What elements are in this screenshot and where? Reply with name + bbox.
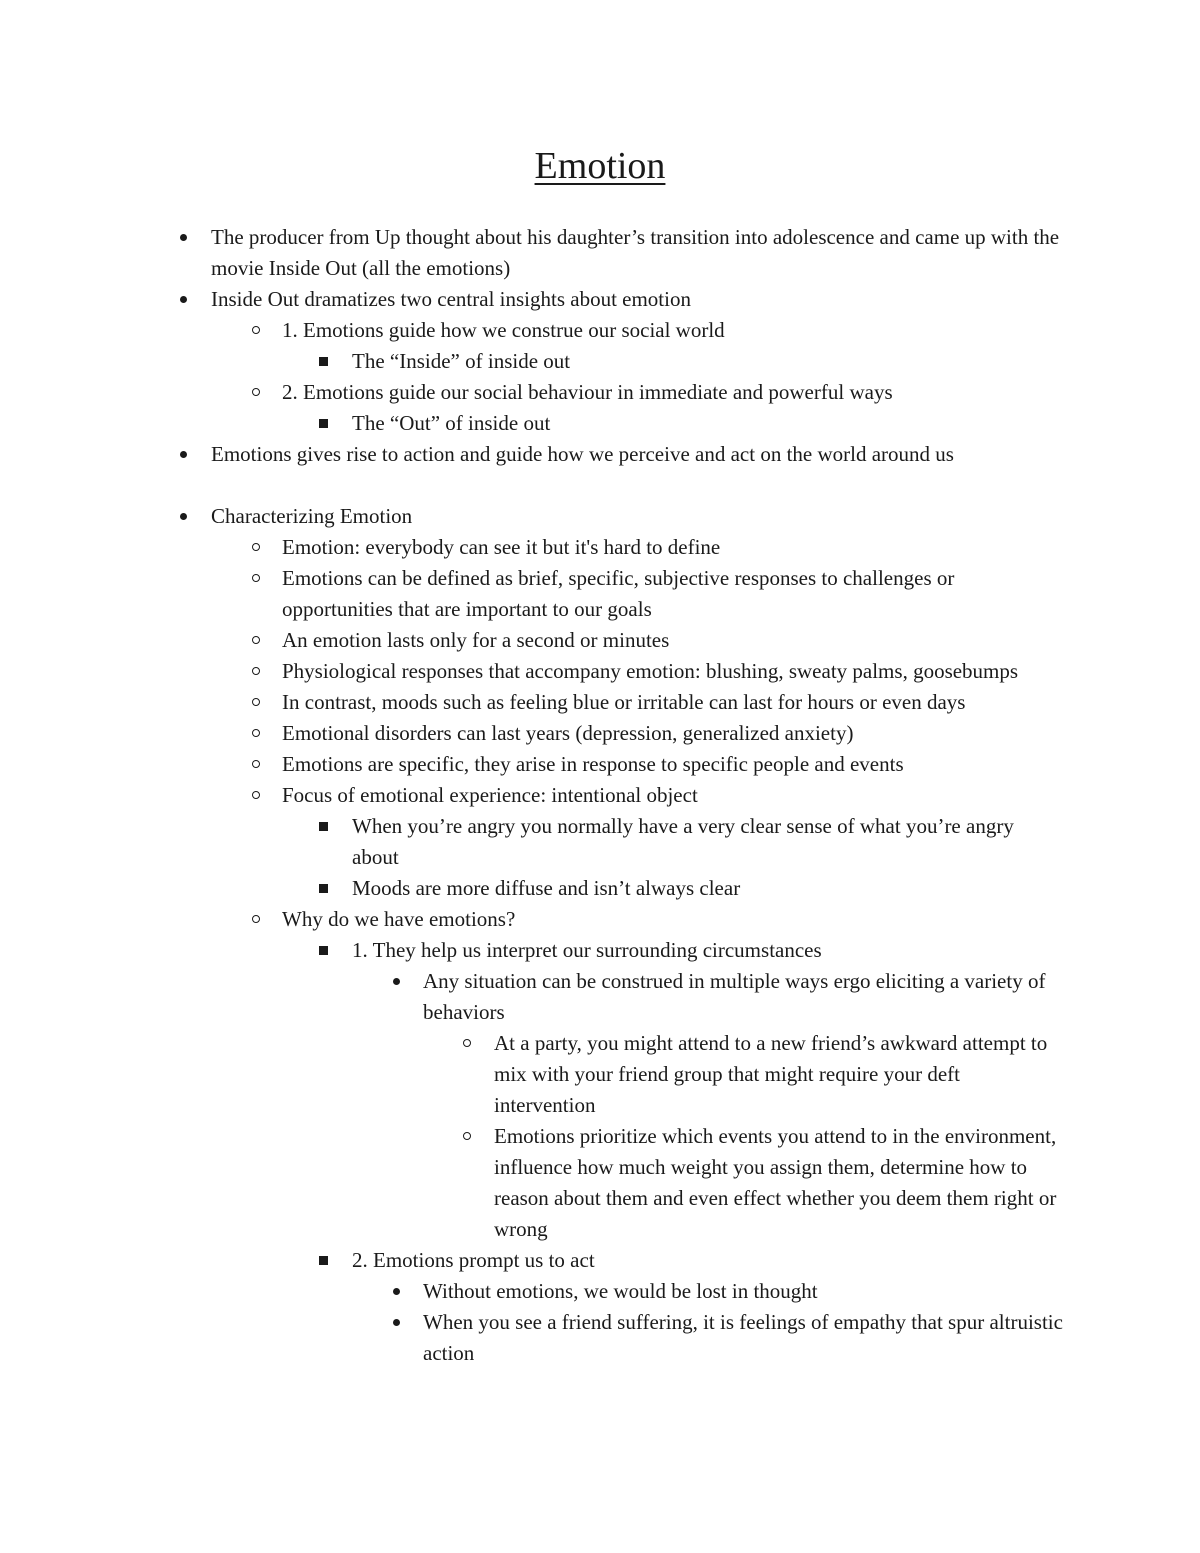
- blank-line: [0, 470, 1200, 501]
- bullet-disc-icon: [390, 1307, 404, 1338]
- list-item-text: When you see a friend suffering, it is feelings of empathy that spur altruistic action: [423, 1310, 1063, 1365]
- list-item-text: Emotions gives rise to action and guide how we perceive and act on the world around us: [211, 442, 954, 466]
- bullet-circle-icon: [250, 904, 264, 935]
- list-item: [0, 408, 1062, 439]
- list-item-text: Emotions are specific, they arise in response to specific people and events: [282, 752, 904, 776]
- list-item: [0, 284, 1061, 315]
- list-item-text: Any situation can be construed in multiple ways ergo eliciting a variety of behaviors: [423, 969, 1046, 1024]
- bullet-square-icon: [316, 935, 330, 966]
- list-item-text: In contrast, moods such as feeling blue or irritable can last for hours or even days: [282, 690, 966, 714]
- list-item: [0, 1276, 1063, 1307]
- list-item-text: Emotion: everybody can see it but it's hard to define: [282, 535, 721, 559]
- list-item-text: 1. Emotions guide how we construe our social world: [282, 318, 725, 342]
- list-item-text: Emotional disorders can last years (depression, generalized anxiety): [282, 721, 854, 745]
- list-item-text: Characterizing Emotion: [211, 504, 413, 528]
- bullet-disc-icon: [177, 222, 191, 253]
- list-item: [0, 501, 1061, 532]
- bullet-disc-icon: [177, 284, 191, 315]
- list-item-text: Inside Out dramatizes two central insights about emotion: [211, 287, 691, 311]
- list-item: [0, 346, 1062, 377]
- bullet-circle-icon: [250, 532, 264, 563]
- list-item-text: Emotions prioritize which events you attend to in the environment, influence how much weight you assign them, determine how to reason about them and even effect whether you deem them right or wrong: [494, 1124, 1057, 1241]
- list-item-text: Physiological responses that accompany emotion: blushing, sweaty palms, goosebumps: [282, 659, 1019, 683]
- bullet-circle-icon: [250, 625, 264, 656]
- bullet-circle-icon: [461, 1028, 475, 1059]
- list-item: [0, 935, 1062, 966]
- notes-list: [0, 222, 1200, 1369]
- list-item: [0, 656, 1062, 687]
- list-item-text: The producer from Up thought about his daughter’s transition into adolescence and came up with the movie Inside Out (all the emotions): [211, 225, 1060, 280]
- list-item-text: The “Out” of inside out: [352, 411, 551, 435]
- bullet-square-icon: [316, 1245, 330, 1276]
- list-item-text: 2. Emotions guide our social behaviour in immediate and powerful ways: [282, 380, 893, 404]
- list-item: [0, 1028, 1064, 1121]
- list-item: [0, 873, 1062, 904]
- bullet-square-icon: [316, 408, 330, 439]
- bullet-disc-icon: [390, 1276, 404, 1307]
- list-item: [0, 1245, 1062, 1276]
- bullet-circle-icon: [461, 1121, 475, 1152]
- bullet-circle-icon: [250, 718, 264, 749]
- list-item-text: The “Inside” of inside out: [352, 349, 571, 373]
- bullet-circle-icon: [250, 315, 264, 346]
- bullet-circle-icon: [250, 687, 264, 718]
- list-item: [0, 904, 1062, 935]
- list-item: [0, 532, 1062, 563]
- list-item: [0, 1307, 1063, 1369]
- list-item: [0, 749, 1062, 780]
- list-item-text: Focus of emotional experience: intentional object: [282, 783, 698, 807]
- bullet-disc-icon: [390, 966, 404, 997]
- bullet-circle-icon: [250, 563, 264, 594]
- bullet-square-icon: [316, 811, 330, 842]
- bullet-circle-icon: [250, 749, 264, 780]
- list-item-text: When you’re angry you normally have a very clear sense of what you’re angry about: [352, 814, 1014, 869]
- list-item: [0, 222, 1061, 284]
- bullet-circle-icon: [250, 780, 264, 811]
- list-item-text: Why do we have emotions?: [282, 907, 516, 931]
- list-item: [0, 1121, 1064, 1245]
- bullet-square-icon: [316, 873, 330, 904]
- list-item-text: Without emotions, we would be lost in thought: [423, 1279, 818, 1303]
- list-item-text: 1. They help us interpret our surrounding circumstances: [352, 938, 822, 962]
- list-item: [0, 966, 1063, 1028]
- list-item: [0, 315, 1062, 346]
- list-item: [0, 625, 1062, 656]
- page-title: Emotion: [534, 145, 666, 187]
- list-item: [0, 377, 1062, 408]
- bullet-disc-icon: [177, 439, 191, 470]
- bullet-square-icon: [316, 346, 330, 377]
- bullet-disc-icon: [177, 501, 191, 532]
- bullet-circle-icon: [250, 377, 264, 408]
- list-item: [0, 563, 1062, 625]
- list-item-text: 2. Emotions prompt us to act: [352, 1248, 595, 1272]
- list-item: [0, 718, 1062, 749]
- list-item: [0, 780, 1062, 811]
- list-item: [0, 811, 1062, 873]
- bullet-circle-icon: [250, 656, 264, 687]
- list-item-text: An emotion lasts only for a second or minutes: [282, 628, 670, 652]
- list-item: [0, 439, 1061, 470]
- list-item: [0, 687, 1062, 718]
- list-item-text: At a party, you might attend to a new friend’s awkward attempt to mix with your friend group that might require your deft intervention: [494, 1031, 1048, 1117]
- list-item-text: Emotions can be defined as brief, specific, subjective responses to challenges or opportunities that are important to our goals: [282, 566, 955, 621]
- list-item-text: Moods are more diffuse and isn’t always clear: [352, 876, 741, 900]
